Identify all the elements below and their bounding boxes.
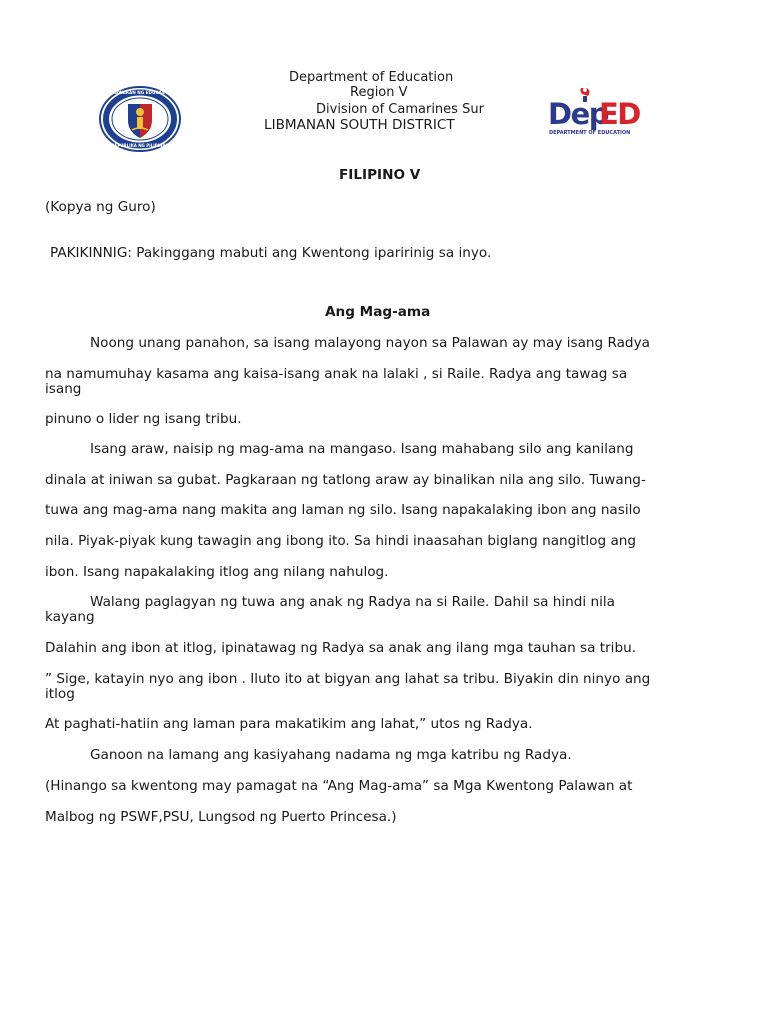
header-division: Division of Camarines Sur — [316, 102, 484, 117]
story-line: ” Sige, katayin nyo ang ibon . Iluto ito at bigyan ang lahat sa tribu. Biyakin din ninyo ang — [45, 671, 651, 687]
story-line: isang — [45, 381, 82, 397]
story-line: nila. Piyak-piyak kung tawagin ang ibong ito. Sa hindi inaasahan biglang nangitlog ang — [45, 533, 637, 549]
instruction-text: PAKIKINNIG: Pakinggang mabuti ang Kwentong iparirinig sa inyo. — [50, 245, 492, 261]
header-department: Department of Education — [289, 70, 454, 85]
subject-title: FILIPINO V — [339, 167, 421, 183]
copy-note: (Kopya ng Guro) — [45, 199, 156, 215]
story-title: Ang Mag-ama — [325, 304, 431, 320]
source-citation-line: Malbog ng PSWF,PSU, Lungsod ng Puerto Princesa.) — [45, 809, 397, 825]
header-region: Region V — [350, 85, 408, 100]
deped-subtitle: DEPARTMENT OF EDUCATION — [549, 130, 631, 136]
deped-seal-logo — [98, 86, 182, 152]
deped-word-ed: ED — [599, 97, 640, 131]
story-line: At paghati-hatiin ang laman para makatikim ang lahat,” utos ng Radya. — [45, 716, 533, 732]
story-line: na namumuhay kasama ang kaisa-isang anak na lalaki , si Raile. Radya ang tawag sa — [45, 366, 628, 382]
story-line: Noong unang panahon, sa isang malayong nayon sa Palawan ay may isang Radya — [90, 335, 650, 351]
story-line: tuwa ang mag-ama nang makita ang laman ng silo. Isang napakalaking ibon ang nasilo — [45, 502, 641, 518]
story-line: itlog — [45, 686, 75, 702]
story-line: kayang — [45, 609, 95, 625]
seal-text-top: KAGAWARAN NG EDUKASYON — [105, 90, 175, 95]
story-line: Walang paglagyan ng tuwa ang anak ng Radya na si Raile. Dahil sa hindi nila — [90, 594, 615, 610]
deped-wordmark-logo — [546, 88, 648, 140]
story-line: pinuno o lider ng isang tribu. — [45, 411, 242, 427]
story-line: Isang araw, naisip ng mag-ama na mangaso. Isang mahabang silo ang kanilang — [90, 441, 634, 457]
seal-text-bottom: REPUBLIKA NG PILIPINAS — [111, 143, 169, 148]
story-line: Dalahin ang ibon at itlog, ipinatawag ng Radya sa anak ang ilang mga tauhan sa tribu. — [45, 640, 637, 656]
source-citation-line: (Hinango sa kwentong may pamagat na “Ang Mag-ama” sa Mga Kwentong Palawan at — [45, 778, 633, 794]
story-line: ibon. Isang napakalaking itlog ang nilang nahulog. — [45, 564, 389, 580]
story-line: Ganoon na lamang ang kasiyahang nadama ng mga katribu ng Radya. — [90, 747, 572, 763]
deped-word-dep: Dep — [548, 97, 608, 131]
story-line: dinala at iniwan sa gubat. Pagkaraan ng tatlong araw ay binalikan nila ang silo. Tuwang- — [45, 472, 646, 488]
header-district: LIBMANAN SOUTH DISTRICT — [264, 117, 455, 133]
